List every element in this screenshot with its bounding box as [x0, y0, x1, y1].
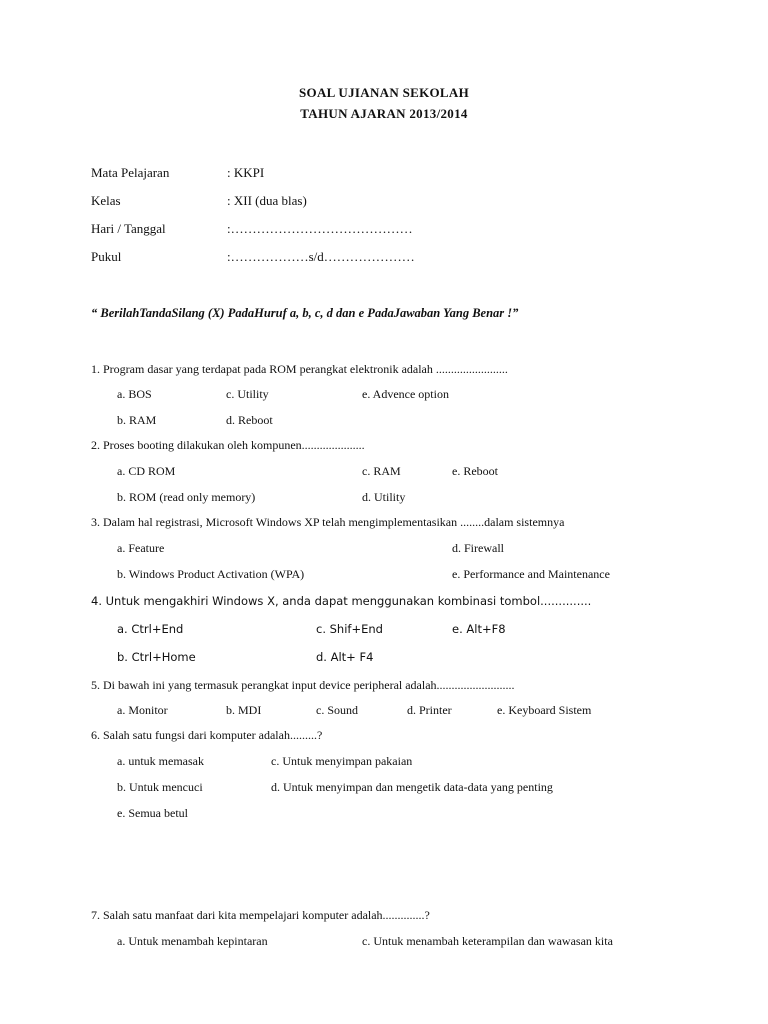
option-d: d. Firewall [452, 541, 504, 555]
question-text: 7. Salah satu manfaat dari kita mempelajari komputer adalah..............? [91, 908, 430, 922]
question-text: 4. Untuk mengakhiri Windows X, anda dapat menggunakan kombinasi tombol.............. [91, 594, 592, 608]
subject-value: : KKPI [227, 165, 265, 180]
option-e: e. Performance and Maintenance [452, 567, 610, 581]
option-b: b. RAM [117, 413, 157, 427]
option-c: c. Untuk menambah keterampilan dan wawasan kita [362, 934, 613, 948]
day-date-value: :…………………………………… [227, 221, 413, 236]
option-c: c. Sound [316, 703, 358, 717]
class-label: Kelas [91, 193, 121, 208]
option-a: a. Monitor [117, 703, 168, 717]
question-text: 3. Dalam hal registrasi, Microsoft Windows XP telah mengimplementasikan ........dalam sistemnya [91, 515, 565, 529]
option-b: b. ROM (read only memory) [117, 490, 256, 504]
option-e: e. Keyboard Sistem [497, 703, 592, 717]
option-a: a. BOS [117, 387, 152, 401]
option-d: d. Printer [407, 703, 452, 717]
option-a: a. Untuk menambah kepintaran [117, 934, 268, 948]
time-label: Pukul [91, 249, 122, 264]
option-c: c. Untuk menyimpan pakaian [271, 754, 413, 768]
option-e: e. Semua betul [117, 806, 188, 820]
option-b: b. MDI [226, 703, 262, 717]
option-d: d. Alt+ F4 [316, 650, 374, 664]
instruction-text: “ BerilahTandaSilang (X) PadaHuruf a, b, c, d dan e PadaJawaban Yang Benar !” [91, 306, 519, 320]
option-a: a. Ctrl+End [117, 622, 184, 636]
option-a: a. CD ROM [117, 464, 176, 478]
option-c: c. Utility [226, 387, 269, 401]
exam-title: SOAL UJIANAN SEKOLAH [299, 85, 469, 100]
option-d: d. Reboot [226, 413, 273, 427]
class-value: : XII (dua blas) [227, 193, 307, 208]
option-e: e. Advence option [362, 387, 449, 401]
option-d: d. Untuk menyimpan dan mengetik data-data yang penting [271, 780, 553, 794]
subject-label: Mata Pelajaran [91, 165, 170, 180]
option-b: b. Untuk mencuci [117, 780, 203, 794]
option-c: c. RAM [362, 464, 401, 478]
question-text: 6. Salah satu fungsi dari komputer adalah.........? [91, 728, 323, 742]
option-a: a. Feature [117, 541, 165, 555]
option-e: e. Alt+F8 [452, 622, 506, 636]
option-a: a. untuk memasak [117, 754, 204, 768]
option-e: e. Reboot [452, 464, 498, 478]
option-d: d. Utility [362, 490, 406, 504]
option-b: b. Windows Product Activation (WPA) [117, 567, 305, 581]
academic-year: TAHUN AJARAN 2013/2014 [300, 106, 468, 121]
day-date-label: Hari / Tanggal [91, 221, 166, 236]
question-text: 1. Program dasar yang terdapat pada ROM perangkat elektronik adalah ........................ [91, 362, 508, 376]
question-text: 5. Di bawah ini yang termasuk perangkat input device peripheral adalah.......................... [91, 678, 515, 692]
option-b: b. Ctrl+Home [117, 650, 196, 664]
option-c: c. Shif+End [316, 622, 383, 636]
question-text: 2. Proses booting dilakukan oleh kompunen..................... [91, 438, 365, 452]
time-value: :………………s/d………………… [227, 249, 415, 264]
